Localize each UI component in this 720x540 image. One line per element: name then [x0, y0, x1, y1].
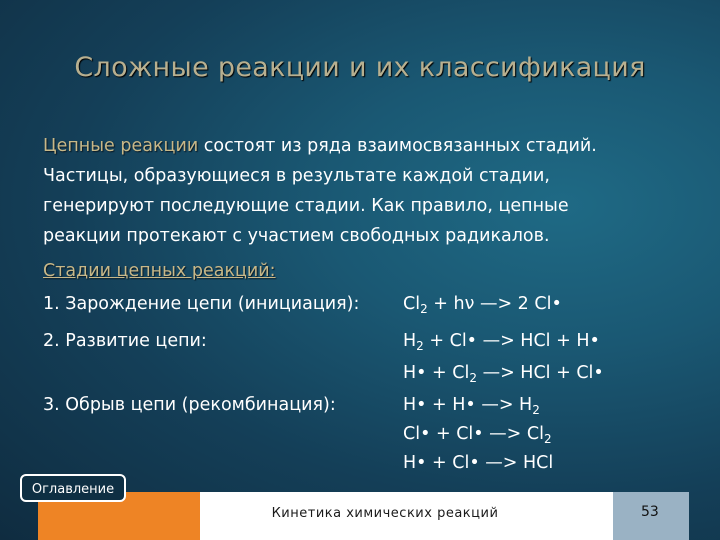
stage-3-equation-1: [403, 392, 540, 418]
eq-part: H• + H• —> H: [403, 395, 533, 415]
eq-subscript: 2: [469, 371, 477, 385]
table-of-contents-button[interactable]: Оглавление: [20, 474, 126, 502]
eq-subscript: 2: [420, 302, 428, 316]
stage-1-equation: [403, 291, 562, 317]
paragraph-line-1: [43, 133, 597, 159]
footer-caption: [200, 492, 610, 540]
slide-title: Сложные реакции и их классификация: [74, 52, 646, 83]
paragraph-line-4: реакции протекают с участием свободных радикалов.: [43, 226, 550, 246]
paragraph-line-2: Частицы, образующиеся в результате каждой стадии,: [43, 166, 550, 186]
term-chain-reactions: Цепные реакции: [43, 136, 199, 156]
stage-2-equation-2: [403, 360, 604, 386]
eq-part: H• + Cl: [403, 363, 470, 383]
eq-part: H: [403, 331, 417, 351]
eq-part: —> HCl + Cl•: [477, 363, 604, 383]
footer-caption-text: Кинетика химических реакций: [271, 506, 499, 521]
eq-subscript: 2: [532, 403, 540, 417]
eq-subscript: 2: [416, 339, 424, 353]
stage-3-equation-2: [403, 421, 552, 447]
stage-3-equation-3: [403, 450, 553, 476]
stage-1-label: 1. Зарождение цепи (инициация):: [43, 294, 360, 314]
stage-2-equation-1: [403, 328, 600, 354]
eq-part: Cl: [403, 294, 421, 314]
eq-part: H• + Cl• —> HCl: [403, 453, 554, 473]
paragraph-line-3: генерируют последующие стадии. Как правило, цепные: [43, 196, 569, 216]
stages-heading: Стадии цепных реакций:: [43, 261, 276, 281]
paragraph-text-1: состоят из ряда взаимосвязанных стадий.: [198, 136, 597, 156]
stage-2-label: 2. Развитие цепи:: [43, 331, 207, 351]
eq-part: Cl• + Cl• —> Cl: [403, 424, 544, 444]
stage-3-label: 3. Обрыв цепи (рекомбинация):: [43, 395, 336, 415]
eq-part: + hν —> 2 Cl•: [427, 294, 562, 314]
eq-subscript: 2: [543, 432, 552, 446]
page-number: 53: [641, 504, 659, 520]
eq-part: + Cl• —> HCl + H•: [423, 331, 600, 351]
